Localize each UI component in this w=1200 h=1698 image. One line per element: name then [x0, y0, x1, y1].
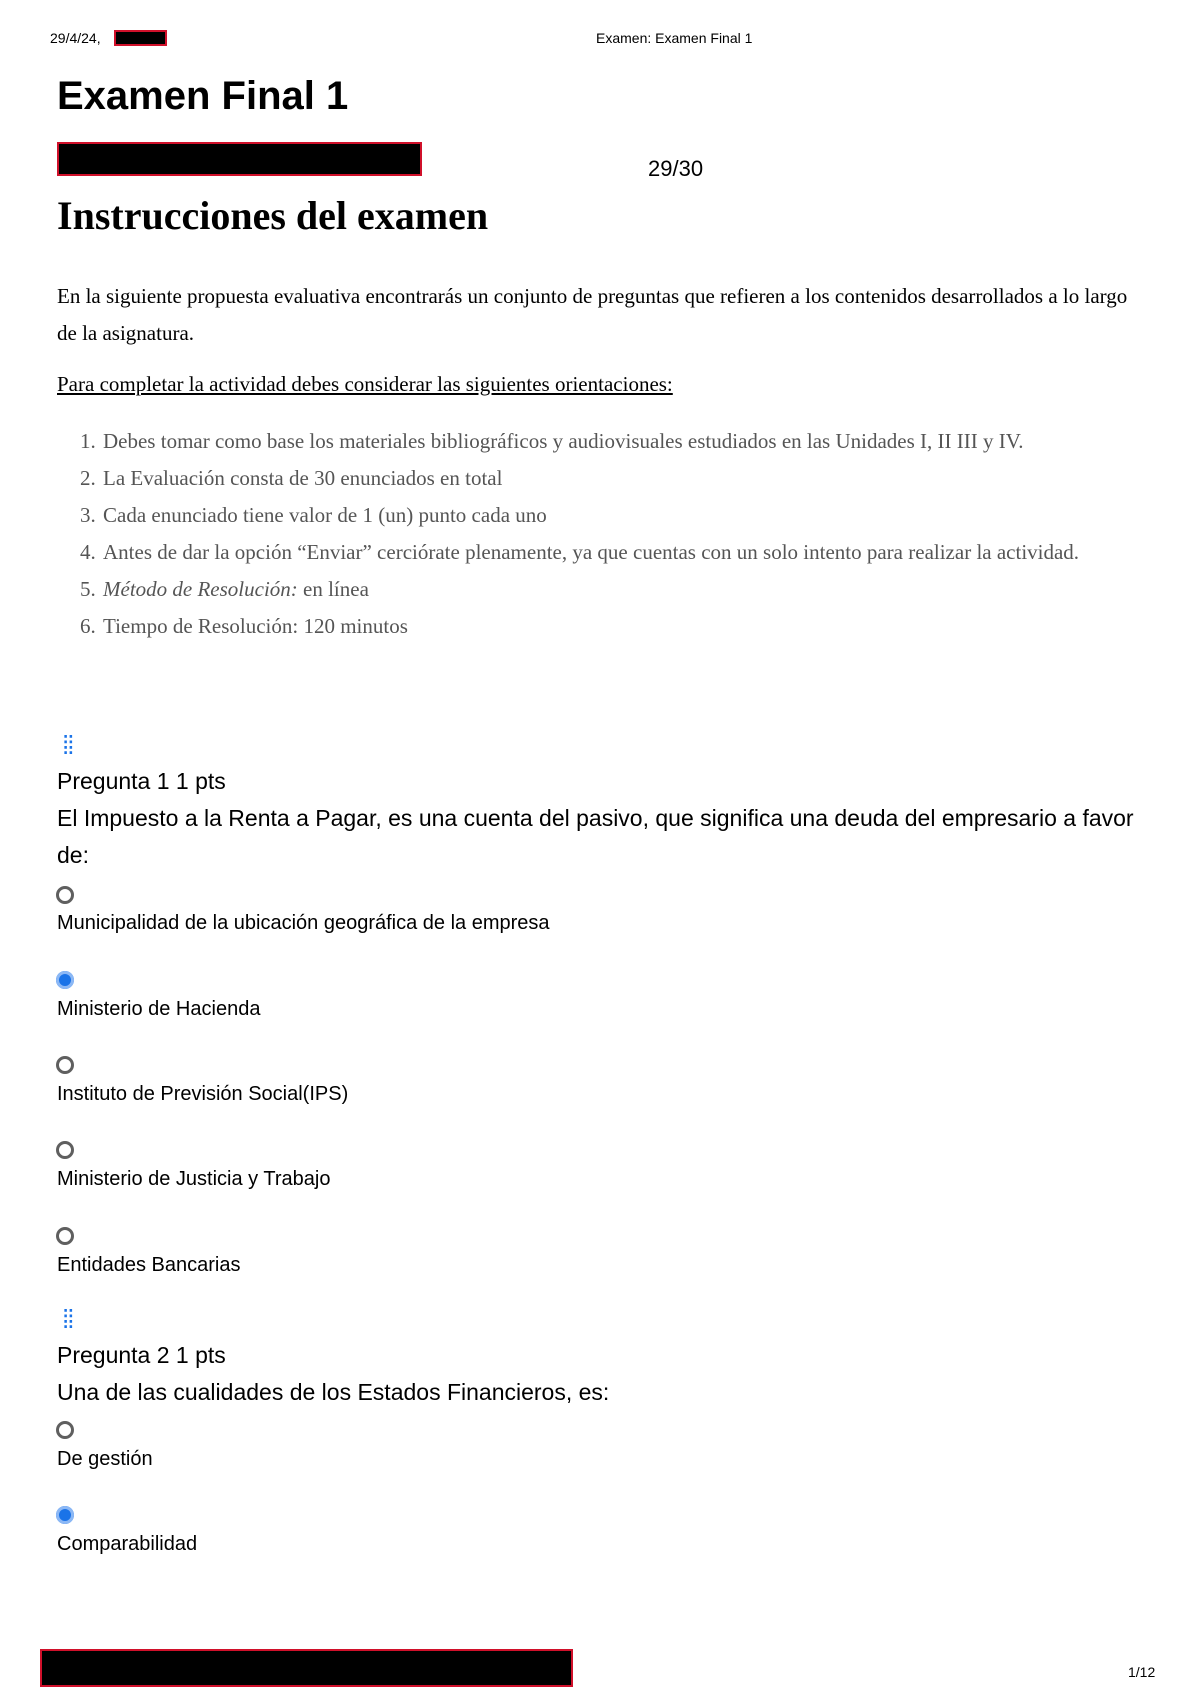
q2-option-label: Comparabilidad [57, 1533, 198, 1555]
drag-handle-icon[interactable]: ⁞⁞ [62, 1304, 73, 1334]
exam-score: 29/30 [648, 156, 704, 181]
question-2-header: Pregunta 2 1 pts [57, 1342, 226, 1368]
instruction-item: 4. Antes de dar la opción “Enviar” cerciórate plenamente, ya que cuentas con un solo intento para realizar la actividad. [101, 534, 1191, 571]
orientations-title: Para completar la actividad debes considerar las siguientes orientaciones: [57, 372, 673, 396]
question-1-header: Pregunta 1 1 pts [57, 768, 226, 794]
question-2-text: Una de las cualidades de los Estados Financieros, es: [57, 1379, 610, 1405]
instruction-item: 2. La Evaluación consta de 30 enunciados en total [101, 460, 1191, 497]
radio-q1-opt1[interactable] [56, 886, 74, 904]
method-label: Método de Resolución: [103, 577, 298, 601]
q1-option-label: Entidades Bancarias [57, 1254, 241, 1276]
page-number: 1/12 [1128, 1664, 1156, 1680]
radio-q1-opt2-selected[interactable] [56, 971, 74, 989]
radio-q2-opt2-selected[interactable] [56, 1506, 74, 1524]
redacted-footer-url [40, 1649, 573, 1687]
exam-title: Examen Final 1 [57, 74, 349, 118]
instruction-item: 6. Tiempo de Resolución: 120 minutos [101, 608, 1191, 645]
print-date: 29/4/24, [50, 30, 101, 46]
drag-handle-icon[interactable]: ⁞⁞ [62, 730, 73, 760]
redacted-student-name [57, 142, 422, 176]
instruction-item: 1. Debes tomar como base los materiales bibliográficos y audiovisuales estudiados en las Unidades I, II III y IV. [101, 423, 1191, 460]
q1-option-label: Ministerio de Hacienda [57, 998, 261, 1020]
q1-option-label: Municipalidad de la ubicación geográfica de la empresa [57, 912, 550, 934]
instructions-intro: En la siguiente propuesta evaluativa encontrarás un conjunto de preguntas que refieren a los contenidos desarrollados a lo largo de la asignatura. [57, 284, 1128, 345]
instructions-list [57, 423, 1191, 645]
q1-option-label: Instituto de Previsión Social(IPS) [57, 1083, 349, 1105]
instruction-item: 3. Cada enunciado tiene valor de 1 (un) punto cada uno [101, 497, 1191, 534]
radio-q1-opt5[interactable] [56, 1227, 74, 1245]
instructions-heading: Instrucciones del examen [57, 193, 489, 238]
radio-q2-opt1[interactable] [56, 1421, 74, 1439]
instruction-item [101, 571, 1191, 608]
q1-option-label: Ministerio de Justicia y Trabajo [57, 1168, 331, 1190]
radio-q1-opt3[interactable] [56, 1056, 74, 1074]
question-1-text: El Impuesto a la Renta a Pagar, es una cuenta del pasivo, que significa una deuda del empresario a favor de: [57, 805, 1134, 868]
q2-option-label: De gestión [57, 1448, 153, 1470]
radio-q1-opt4[interactable] [56, 1141, 74, 1159]
redacted-name [114, 30, 167, 46]
print-header-title: Examen: Examen Final 1 [596, 30, 753, 46]
method-value: en línea [297, 577, 369, 601]
